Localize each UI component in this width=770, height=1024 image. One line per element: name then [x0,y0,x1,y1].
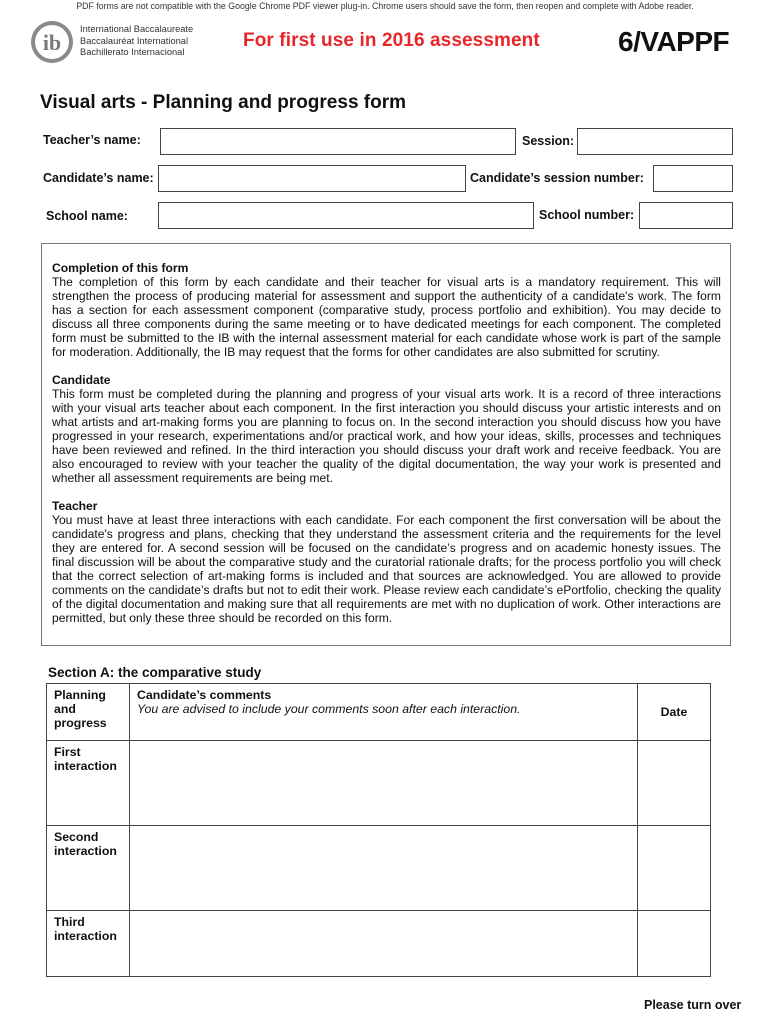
teacher-text: You must have at least three interactions with each candidate. For each component the first conversation will be about the candidate's progress and plans, checking that they understand the assessment criteria and the requirements for the level they are entered for. A second session will be focused on the candidate’s progress and on academic honesty issues. The final discussion will be about the comparative study and the curatorial rationale drafts; for the process portfolio you will check that the correct selection of art-making forms is included and that sources are acknowledged. You are allowed to provide comments on the candidate’s drafts but not to edit their work. Please review each candidate’s ePortfolio, checking the quality of the digital documentation and making sure that all requirements are met with no duplication of work. Other interactions are permitted, but only these three should be recorded on this form. [52,513,721,625]
third-interaction-date-field[interactable] [638,911,711,977]
completion-heading: Completion of this form [52,261,189,275]
first-interaction-date-field[interactable] [638,741,711,826]
instructions-text [52,247,721,625]
pdf-compatibility-notice: PDF forms are not compatible with the Google Chrome PDF viewer plug-in. Chrome users should save the form, then reopen and complete with Adobe reader. [76,1,694,11]
session-label: Session: [522,134,575,148]
candidate-session-number-field[interactable] [653,165,733,192]
table-row [47,741,711,826]
school-name-field[interactable] [158,202,534,229]
org-line-en: International Baccalaureate [80,24,194,34]
page-title: Visual arts - Planning and progress form [40,92,407,113]
comparative-study-table [46,683,711,977]
candidate-heading: Candidate [52,373,111,387]
school-number-label: School number: [539,208,635,222]
completion-text: The completion of this form by each candidate and their teacher for visual arts is a mandatory requirement. This will strengthen the process of producing material for assessment and support the authenticity of a candidate's work. The form has a section for each assessment component (comparative study, process portfolio and exhibition). You may decide to discuss all three components during the same meeting or to have dedicated meetings for each component. The completed form must be submitted to the IB with the internal assessment material for each candidate whose work is part of the sample for moderation. Additionally, the IB may request that the forms for other candidates are also submitted for scrutiny. [52,275,721,359]
school-number-field[interactable] [639,202,733,229]
first-interaction-label: First interaction [47,741,130,826]
candidate-session-number-label: Candidate’s session number: [470,171,644,185]
ib-logo-text: ib [42,30,62,55]
second-interaction-label: Second interaction [47,826,130,911]
third-interaction-label: Third interaction [47,911,130,977]
first-use-notice: For first use in 2016 assessment [243,30,540,51]
table-row [47,826,711,911]
second-interaction-date-field[interactable] [638,826,711,911]
school-name-label: School name: [46,209,128,223]
third-interaction-comments-field[interactable] [130,911,638,977]
session-field[interactable] [577,128,733,155]
form-code: 6/VAPPF [618,26,730,57]
organization-name [80,24,193,59]
candidate-name-field[interactable] [158,165,466,192]
please-turn-over: Please turn over [644,998,742,1012]
teacher-name-field[interactable] [160,128,516,155]
comments-header [130,684,638,741]
section-a-title: Section A: the comparative study [48,665,262,680]
comments-header-hint: You are advised to include your comments soon after each interaction. [137,702,521,716]
table-row [47,911,711,977]
first-interaction-comments-field[interactable] [130,741,638,826]
second-interaction-comments-field[interactable] [130,826,638,911]
candidate-name-label: Candidate’s name: [43,171,154,185]
table-header-row [47,684,711,741]
comments-header-title: Candidate’s comments [137,688,272,702]
org-line-fr: Baccalauréat International [80,35,189,46]
ib-logo [30,20,74,64]
teacher-name-label: Teacher’s name: [43,133,141,147]
teacher-heading: Teacher [52,499,98,513]
candidate-text: This form must be completed during the planning and progress of your visual arts work. It is a record of three interactions with your visual arts teacher about each component. In the first interaction you should discuss your artistic interests and on what artists and art-making forms you are planning to focus on. In the second interaction you should discuss how you have progressed in your research, experimentations and/or practical work, and how your ideas, skills, processes and techniques have been reviewed and refined. In the third interaction you should discuss your draft work and receive feedback. You are also encouraged to review with your teacher the quality of the digital documentation, the way your work is presented and whether all assessment requirements are being met. [52,387,721,485]
date-header: Date [638,684,711,741]
org-line-es: Bachillerato Internacional [80,47,185,57]
planning-progress-header: Planning and progress [47,684,130,741]
